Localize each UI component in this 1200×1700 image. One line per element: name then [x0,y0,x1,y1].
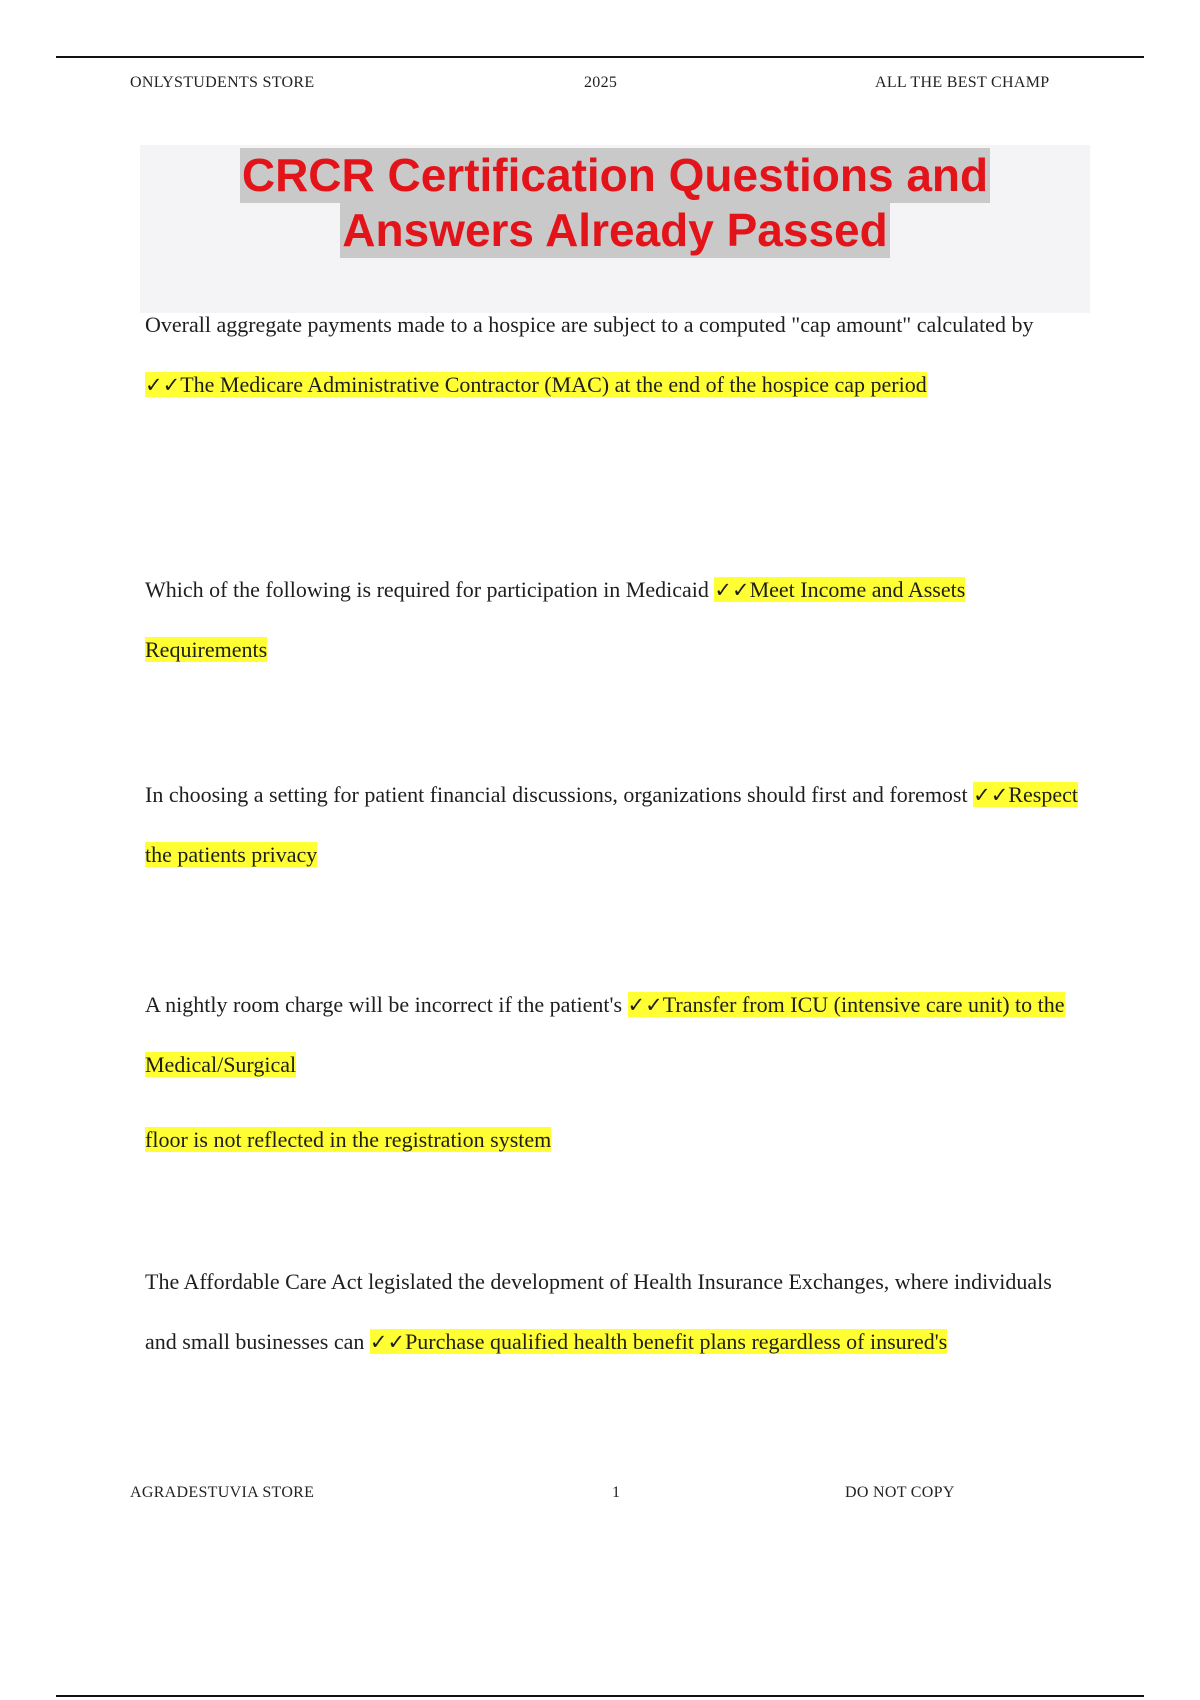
question-5 [145,1252,1085,1372]
page-number: 1 [612,1484,621,1501]
answer-1 [145,372,927,397]
question-1-text: Overall aggregate payments made to a hospice are subject to a computed "cap amount" calculated by [145,312,1034,337]
answer-4-text: Transfer from ICU (intensive care unit) to the Medical/Surgical [145,992,1065,1077]
check-icon: ✓✓ [714,578,750,602]
footer-rule [56,1695,1144,1697]
check-icon: ✓✓ [369,1330,406,1354]
check-icon: ✓✓ [145,373,181,397]
title-line-1: CRCR Certification Questions and [241,149,989,201]
header-year: 2025 [584,74,618,91]
question-3-text: In choosing a setting for patient financial discussions, organizations should first and foremost [145,782,974,807]
answer-3-text: Respect the patients privacy [145,782,1078,867]
answer-2-text: Meet Income and Assets Requirements [145,577,966,662]
question-1 [145,295,1085,415]
question-4-text: A nightly room charge will be incorrect if the patient's [145,992,628,1017]
answer-1-text: The Medicare Administrative Contractor (MAC) at the end of the hospice cap period [180,372,927,397]
answer-5 [370,1329,947,1354]
header-rule [56,56,1144,58]
check-icon: ✓✓ [627,993,663,1017]
question-5-text: The Affordable Care Act legislated the development of Health Insurance Exchanges, where individuals and small businesses can [145,1269,1052,1354]
answer-4-continued-text: floor is not reflected in the registration system [145,1127,552,1152]
answer-4-continued [145,1110,551,1170]
footer-right-text: DO NOT COPY [845,1484,955,1501]
footer-left-text: AGRADESTUVIA STORE [130,1484,315,1501]
document-title [140,145,1090,313]
header-left-text: ONLYSTUDENTS STORE [130,74,315,91]
question-3 [145,765,1085,885]
question-4 [145,975,1085,1095]
header-right-text: ALL THE BEST CHAMP [875,74,1050,91]
question-2 [145,560,1085,680]
title-line-2: Answers Already Passed [342,204,888,256]
check-icon: ✓✓ [973,783,1009,807]
answer-5-text: Purchase qualified health benefit plans regardless of insured's [405,1329,948,1354]
question-2-text: Which of the following is required for participation in Medicaid [145,577,715,602]
